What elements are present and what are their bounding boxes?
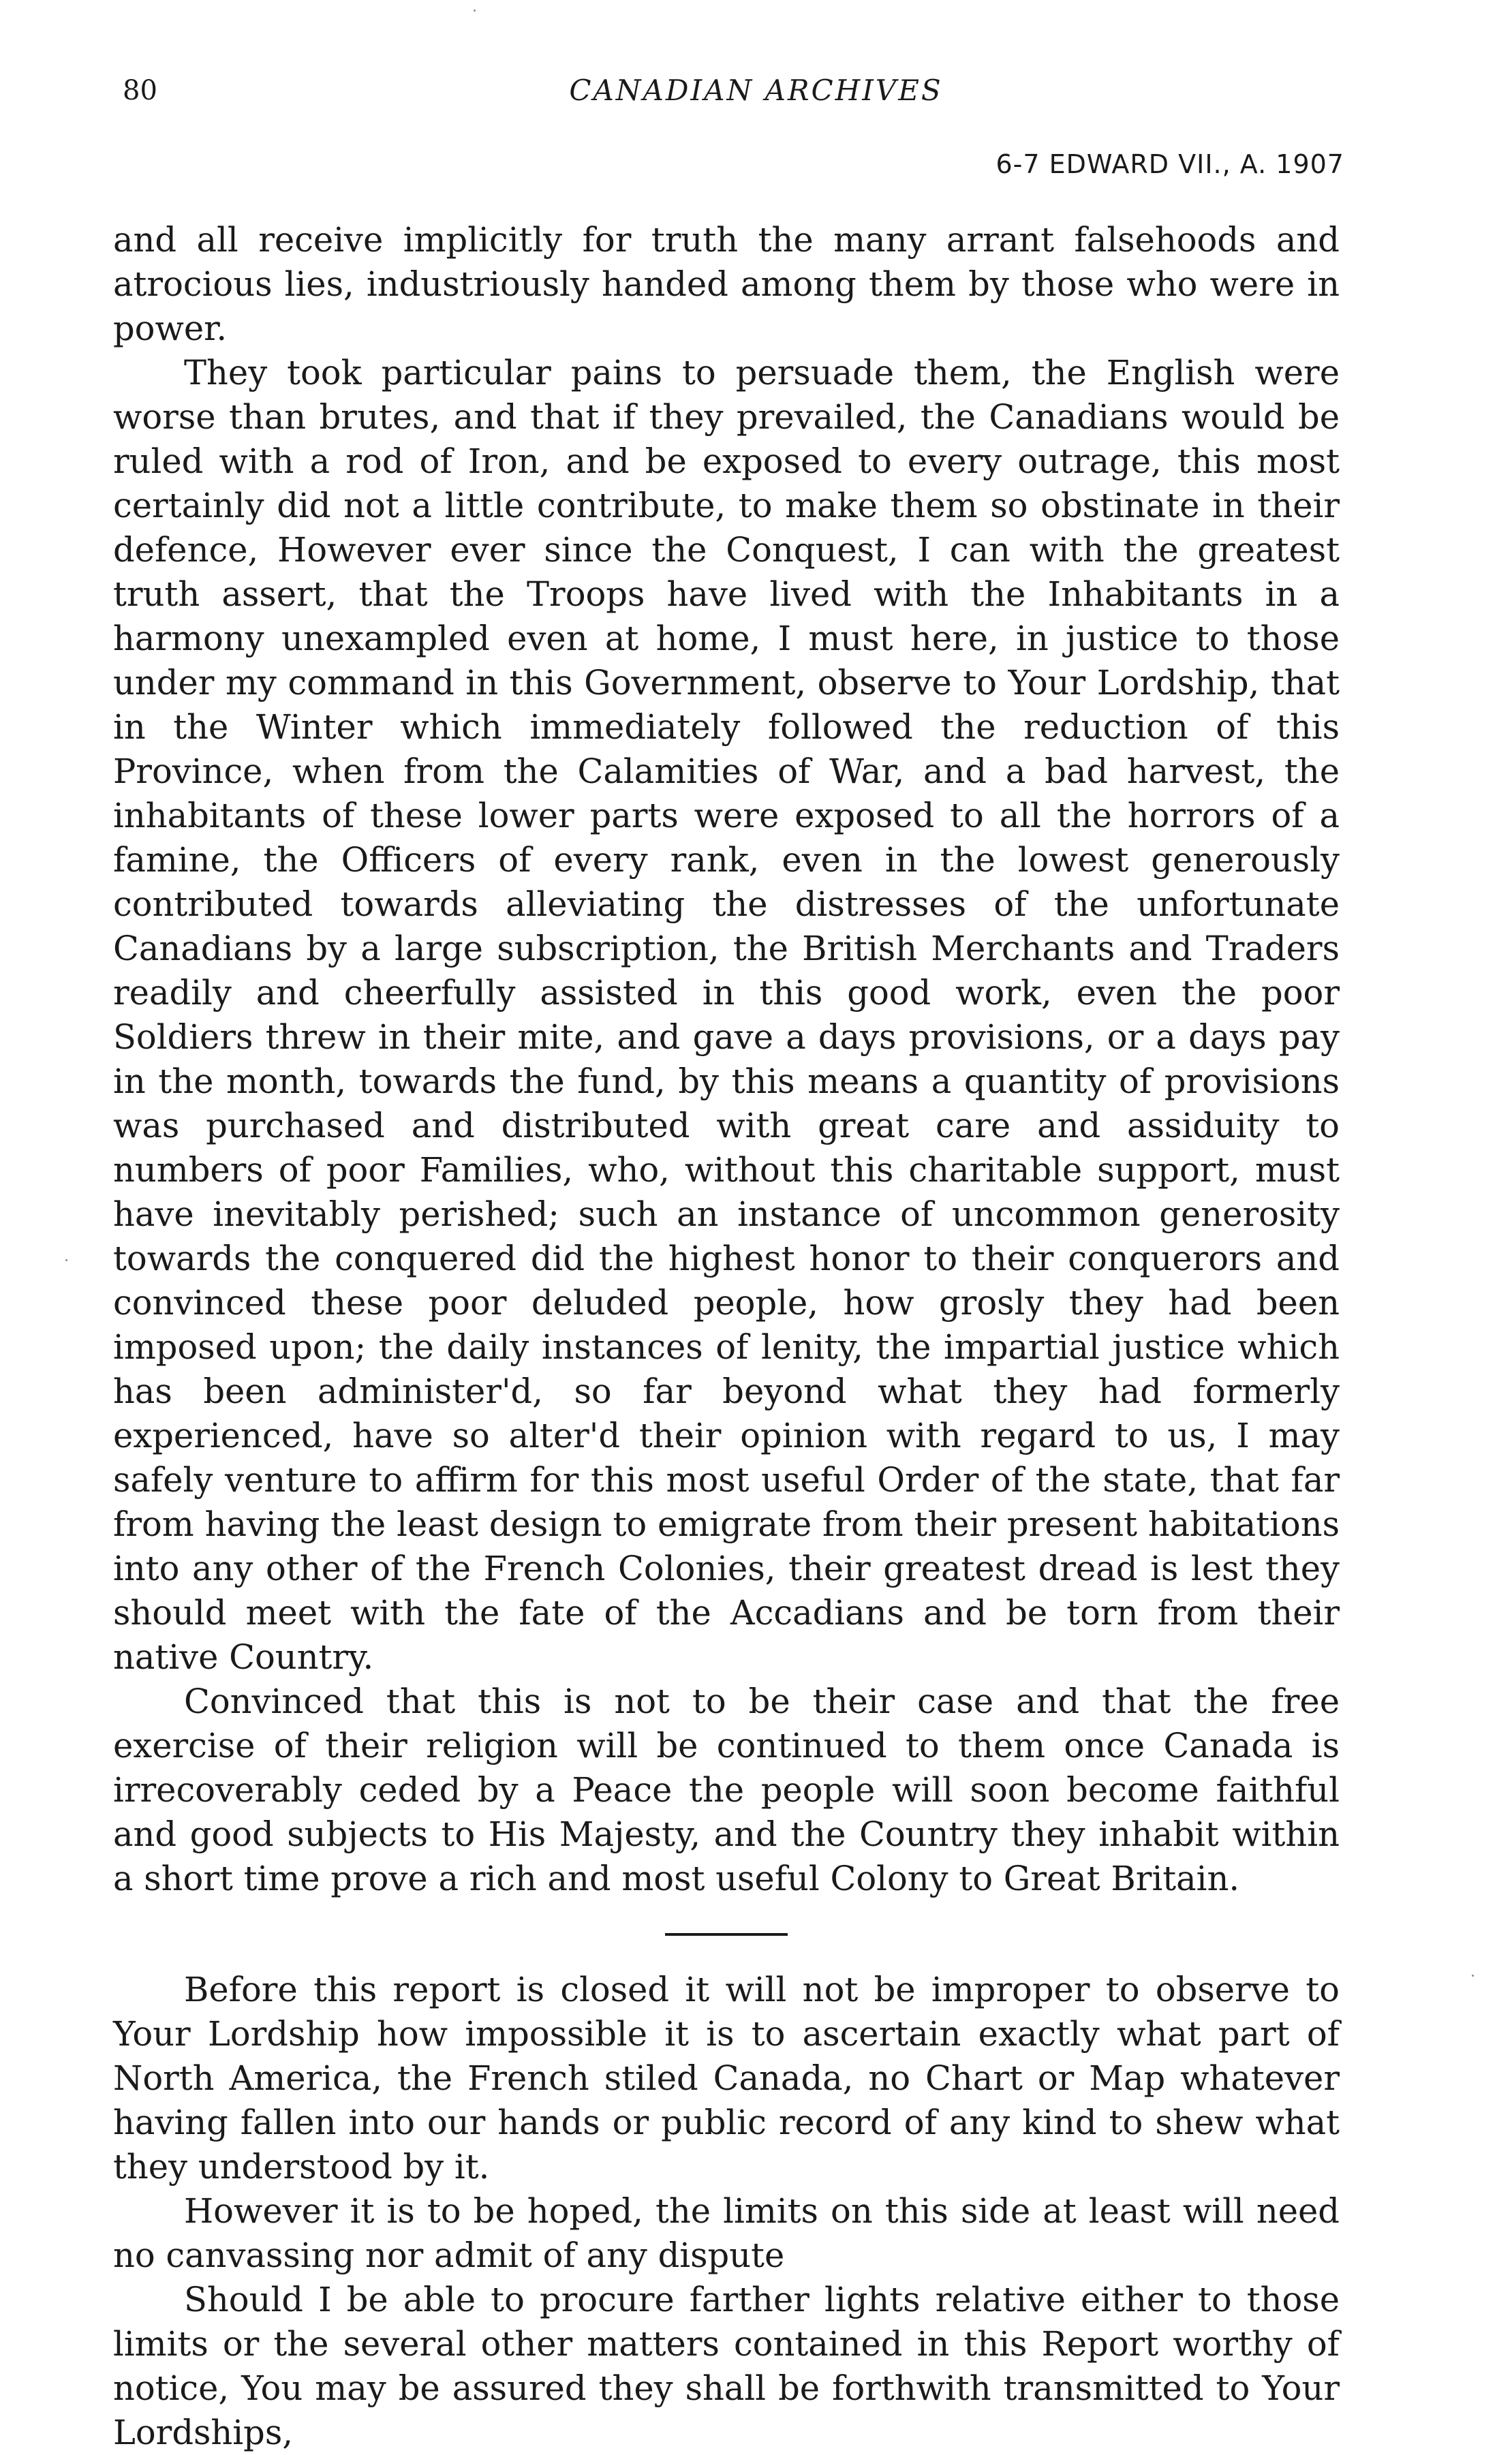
paragraph-farther-lights: Should I be able to procure farther lights relative either to those limits or the several other matters contained in this Report worthy of notice, You may be assured they shall be forthwith transmitted to Your Lordships, xyxy=(113,2280,1340,2452)
paragraph-continuation: and all receive implicitly for truth the many arrant falsehoods and atrocious lies, industriously handed among them by those who were in power. xyxy=(113,220,1340,348)
running-title: CANADIAN ARCHIVES xyxy=(569,74,943,107)
document-body xyxy=(113,218,1340,2455)
volume-reference: 6-7 EDWARD VII., A. 1907 xyxy=(996,149,1344,179)
page-number: 80 xyxy=(123,75,157,106)
print-speck xyxy=(65,1259,67,1261)
print-speck xyxy=(1472,1975,1474,1977)
page-header xyxy=(0,0,1512,179)
paragraph-convinced: Convinced that this is not to be their case and that the free exercise of their religion will be continued to them once Canada is irrecoverably ceded by a Peace the people will soon become faithful and good subjects to His Majesty, and the Country they inhabit within a short time prove a rich and most useful Colony to Great Britain. xyxy=(113,1682,1340,1898)
paragraph-troops: They took particular pains to persuade them, the English were worse than brutes, and that if they prevailed, the Canadians would be ruled with a rod of Iron, and be exposed to every outrage, this most certainly did not a little contribute, to make them so obstinate in their defence, However ever since the Conquest, I can with the greatest truth assert, that the Troops have lived with the Inhabitants in a harmony unexampled even at home, I must here, in justice to those under my command in this Government, observe to Your Lordship, that in the Winter which immediately followed the reduction of this Province, when from the Calamities of War, and a bad harvest, the inhabitants of these lower parts were exposed to all the horrors of a famine, the Officers of every rank, even in the lowest generously contributed towards alleviating the distresses of the unfortunate Canadians by a large subscription, the British Merchants and Traders readily and cheerfully assisted in this good work, even the poor Soldiers threw in their mite, and gave a days provisions, or a days pay in the month, towards the fund, by this means a quantity of provisions was purchased and distributed with great care and assiduity to numbers of poor Families, who, without this charitable support, must have inevitably perished; such an instance of uncommon generosity towards the conquered did the highest honor to their conquerors and convinced these poor deluded people, how grosly they had been imposed upon; the daily instances of lenity, the impartial justice which has been administer'd, so far beyond what they had formerly experienced, have so alter'd their opinion with regard to us, I may safely venture to affirm for this most useful Order of the state, that far from having the least design to emigrate from their present habitations into any other of the French Colonies, their greatest dread is lest they should meet with the fate of the Accadians and be torn from their native Country. xyxy=(113,353,1340,1677)
print-speck xyxy=(474,10,476,12)
paragraph-limits: However it is to be hoped, the limits on this side at least will need no canvassing nor admit of any dispute xyxy=(113,2191,1340,2275)
section-separator xyxy=(665,1933,788,1936)
paragraph-before-report: Before this report is closed it will not be improper to observe to Your Lordship how impossible it is to ascertain exactly what part of North America, the French stiled Canada, no Chart or Map whatever having fallen into our hands or public record of any kind to shew what they understood by it. xyxy=(113,1970,1340,2187)
